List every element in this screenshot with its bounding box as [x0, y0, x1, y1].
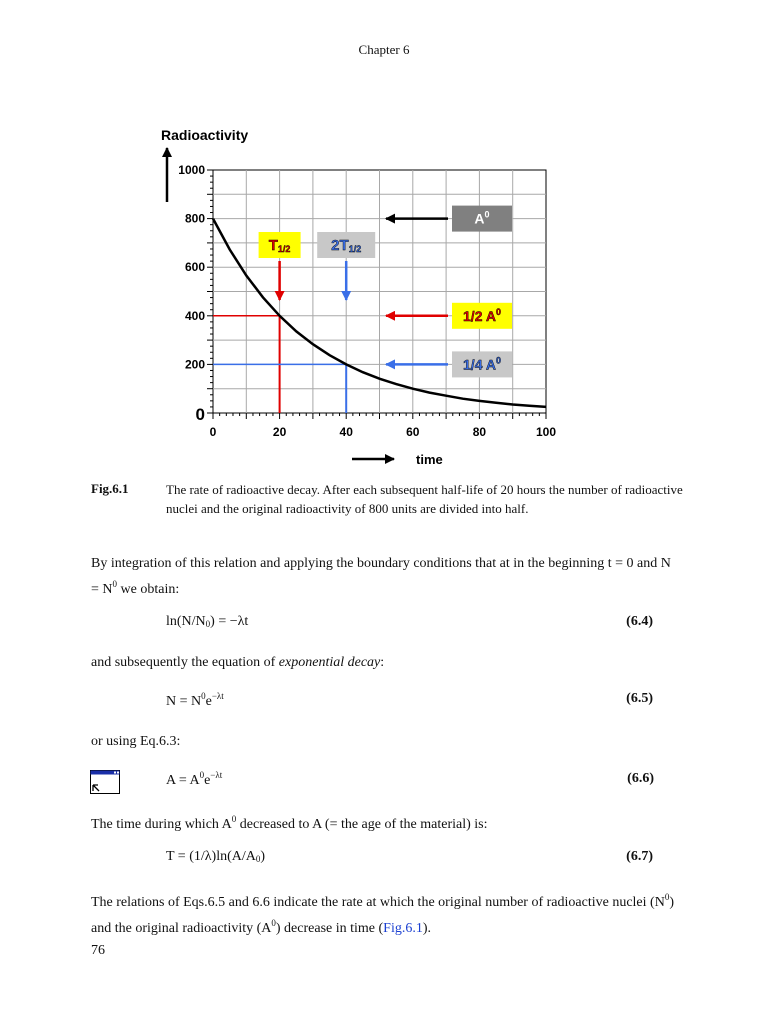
figure-label: Fig.6.1	[91, 481, 129, 496]
chapter-header: Chapter 6	[358, 42, 410, 57]
paragraph-relations: The relations of Eqs.6.5 and 6.6 indicate the rate at which the original number of radioactive nuclei $(N^0)$ and the original radioactivity $(A^0)$ decrease in time (Fig.6.1).	[91, 892, 674, 936]
level-label: $A^0$	[474, 209, 490, 227]
x-tick-label: 20	[272, 425, 287, 439]
level-label: 1/2 $A^0$	[463, 306, 501, 324]
equation-number-6-5: (6.5)	[626, 691, 653, 706]
equation-6-5: $N = N^0e^{-\lambda t}$	[166, 691, 224, 709]
window-link-icon[interactable]	[90, 770, 120, 794]
paragraph-exponential-decay: and subsequently the equation of exponential decay:	[91, 655, 385, 670]
equation-number-6-7: (6.7)	[626, 849, 653, 864]
x-tick-label: 40	[339, 425, 353, 439]
paragraph-time-decreased: The time during which $A^0$ decreased to A (= the age of the material) is:	[91, 814, 488, 832]
equation-6-6: $A = A^0e^{-\lambda t}$	[166, 770, 223, 788]
level-label: 1/4 $A^0$	[463, 355, 501, 373]
half-life-label: T1/2	[268, 237, 291, 254]
x-axis-label: time	[416, 452, 443, 467]
figure-caption: The rate of radioactive decay. After each subsequent half-life of 20 hours the number of radioactive nuclei and the original radioactivity of 800 units are divided into half.	[166, 482, 683, 516]
paragraph-using-eq-6-3: or using Eq.6.3:	[91, 734, 181, 749]
paragraph-integration: By integration of this relation and applying the boundary conditions that at in the beginning t = 0 and $N = N^0$ we obtain:	[91, 556, 671, 597]
page-number: 76	[91, 943, 105, 958]
x-tick-label: 60	[406, 425, 420, 439]
equation-6-7: $T = (1/\lambda)\ln(A/A_0)$	[166, 849, 266, 864]
equation-number-6-6: (6.6)	[627, 771, 654, 786]
y-tick-label: 800	[184, 211, 205, 226]
y-tick-label: 0	[195, 405, 205, 424]
x-tick-label: 80	[472, 425, 487, 439]
y-tick-label: 600	[184, 260, 205, 275]
y-tick-label: 200	[184, 357, 205, 372]
equation-number-6-4: (6.4)	[626, 614, 653, 629]
y-tick-label: 1000	[178, 163, 205, 177]
decay-chart	[150, 120, 580, 480]
half-life-label: 2T1/2	[331, 237, 362, 254]
x-tick-label: 0	[209, 425, 217, 439]
y-axis-label: Radioactivity	[161, 127, 249, 143]
equation-6-4: $\ln(N/N_0) = -\lambda t$	[166, 614, 249, 629]
y-tick-label: 400	[184, 308, 205, 323]
x-tick-label: 100	[535, 425, 557, 439]
figure-6-1-link[interactable]: Fig.6.1	[383, 921, 423, 936]
